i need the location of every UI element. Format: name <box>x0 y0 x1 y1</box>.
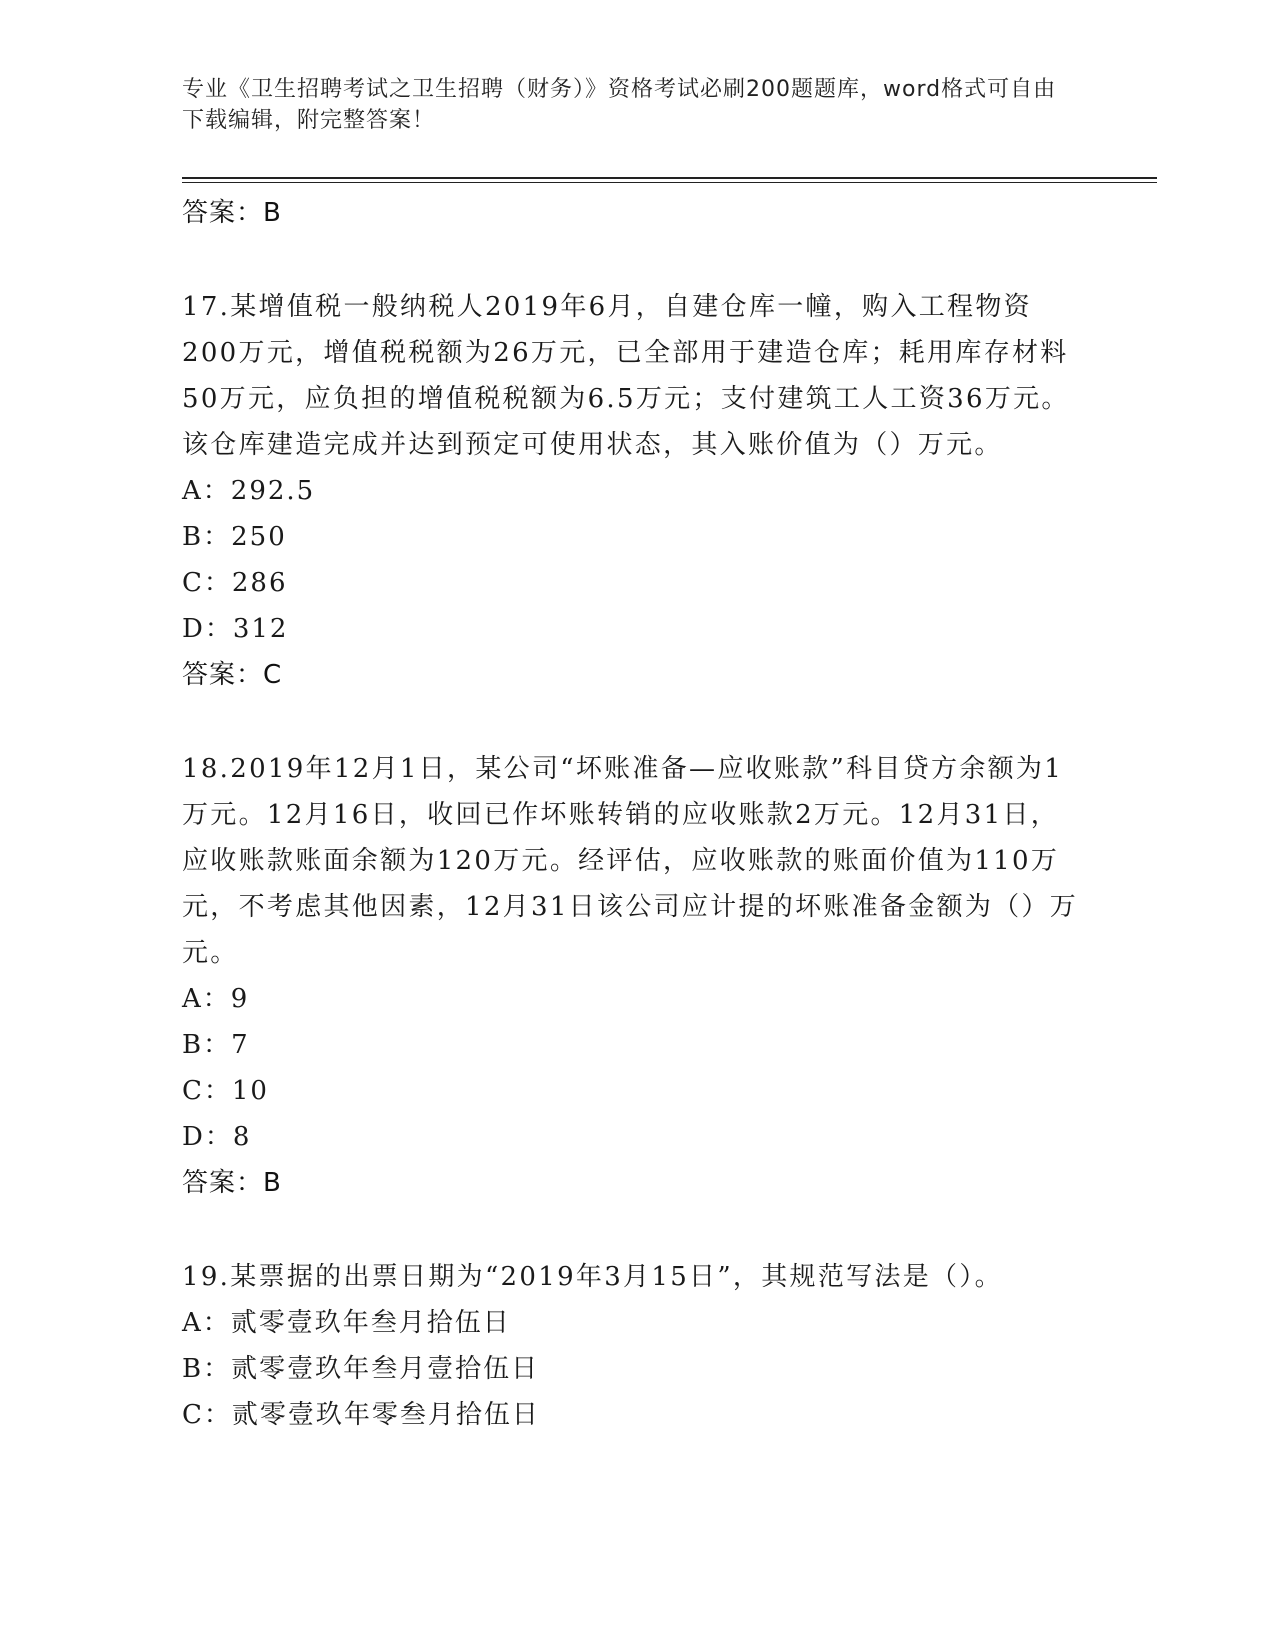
option-a: A：贰零壹玖年叁月拾伍日 <box>182 1308 511 1338</box>
header-divider-thin <box>182 182 1157 183</box>
question-block-17 <box>182 284 1082 698</box>
question-text: 18.2019年12月1日，某公司“坏账准备—应收账款”科目贷方余额为1万元。12月16日，收回已作坏账转销的应收账款2万元。12月31日，应收账款账面余额为120万元。经评估，应收账款的账面价值为110万元，不考虑其他因素，12月31日该公司应计提的坏账准备金额为（）万元。 <box>182 754 1079 968</box>
option-c: C：10 <box>182 1076 269 1106</box>
option-b: B：贰零壹玖年叁月壹拾伍日 <box>182 1354 540 1384</box>
question-block-19 <box>182 1254 1082 1438</box>
option-c: C：贰零壹玖年零叁月拾伍日 <box>182 1400 540 1430</box>
answer-line: 答案：C <box>182 660 283 690</box>
question-list <box>182 190 1082 1438</box>
option-d: D：312 <box>182 614 289 644</box>
option-a: A：292.5 <box>182 476 316 506</box>
option-b: B：250 <box>182 522 287 552</box>
header-divider-thick <box>182 177 1157 179</box>
option-b: B：7 <box>182 1030 250 1060</box>
question-text: 17.某增值税一般纳税人2019年6月，自建仓库一幢，购入工程物资200万元，增值税税额为26万元，已全部用于建造仓库；耗用库存材料50万元，应负担的增值税税额为6.5万元；支付建筑工人工资36万元。该仓库建造完成并达到预定可使用状态，其入账价值为（）万元。 <box>182 292 1070 460</box>
answer-line: 答案：B <box>182 198 282 228</box>
option-d: D：8 <box>182 1122 252 1152</box>
option-c: C：286 <box>182 568 288 598</box>
answer-line: 答案：B <box>182 1168 282 1198</box>
question-block-18 <box>182 746 1082 1206</box>
document-header: 专业《卫生招聘考试之卫生招聘（财务）》资格考试必刷200题题库，word格式可自由下载编辑，附完整答案！ <box>182 77 1057 133</box>
option-a: A：9 <box>182 984 250 1014</box>
question-text: 19.某票据的出票日期为“2019年3月15日”，其规范写法是（）。 <box>182 1262 1003 1292</box>
